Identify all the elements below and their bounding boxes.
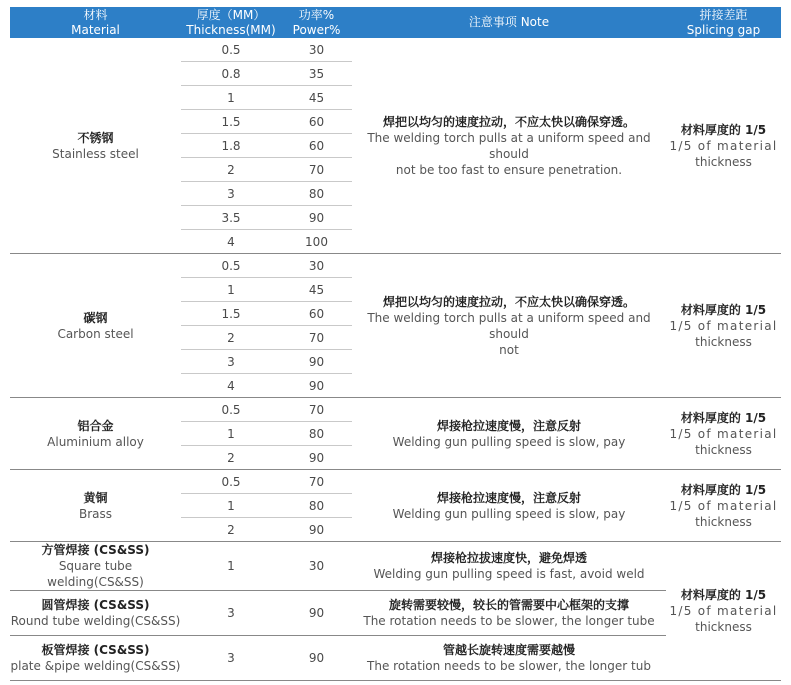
power-cell: 90 (281, 374, 352, 398)
thickness-cell: 1 (181, 542, 281, 591)
gap-carbon: 材料厚度的 1/5 1/5 of material thickness (666, 254, 781, 398)
power-cell: 90 (281, 591, 352, 636)
power-cell: 45 (281, 86, 352, 110)
note-round-tube: 旋转需要较慢，较长的管需要中心框架的支撑 The rotation needs to be slower, the longer tube (352, 591, 666, 636)
note-brass: 焊接枪拉速度慢，注意反射 Welding gun pulling speed is slow, pay (352, 470, 666, 542)
thickness-cell: 1.5 (181, 302, 281, 326)
power-cell: 30 (281, 254, 352, 278)
power-cell: 80 (281, 422, 352, 446)
thickness-cell: 3 (181, 591, 281, 636)
power-cell: 30 (281, 38, 352, 62)
power-cell: 90 (281, 446, 352, 470)
material-plate-pipe: 板管焊接 (CS&SS) plate &pipe welding(CS&SS) (10, 636, 181, 681)
material-stainless: 不锈钢 Stainless steel (10, 38, 181, 254)
welding-parameter-table-wrapper (10, 0, 781, 681)
thickness-cell: 0.5 (181, 254, 281, 278)
gap-stainless: 材料厚度的 1/5 1/5 of material thickness (666, 38, 781, 254)
note-aluminium: 焊接枪拉速度慢，注意反射 Welding gun pulling speed is slow, pay (352, 398, 666, 470)
power-cell: 70 (281, 158, 352, 182)
table-row (10, 38, 781, 62)
table-header-row (10, 7, 781, 38)
power-cell: 35 (281, 62, 352, 86)
header-note: 注意事项 Note (352, 7, 666, 38)
power-cell: 70 (281, 398, 352, 422)
table-row (10, 398, 781, 422)
header-thickness: 厚度（MM） Thickness(MM) (181, 7, 281, 38)
gap-brass: 材料厚度的 1/5 1/5 of material thickness (666, 470, 781, 542)
power-cell: 60 (281, 302, 352, 326)
thickness-cell: 1 (181, 422, 281, 446)
thickness-cell: 2 (181, 446, 281, 470)
thickness-cell: 1.8 (181, 134, 281, 158)
power-cell: 60 (281, 134, 352, 158)
thickness-cell: 0.8 (181, 62, 281, 86)
note-plate-pipe: 管越长旋转速度需要越慢 The rotation needs to be slower, the longer tub (352, 636, 666, 681)
note-stainless: 焊把以均匀的速度拉动，不应太快以确保穿透。 The welding torch pulls at a uniform speed and should not be too fast to ensure penetration. (352, 38, 666, 254)
table-row (10, 254, 781, 278)
power-cell: 90 (281, 636, 352, 681)
material-carbon: 碳钢 Carbon steel (10, 254, 181, 398)
material-square-tube: 方管焊接 (CS&SS) Square tube welding(CS&SS) (10, 542, 181, 591)
power-cell: 80 (281, 182, 352, 206)
thickness-cell: 1 (181, 494, 281, 518)
table-row (10, 470, 781, 494)
material-aluminium: 铝合金 Aluminium alloy (10, 398, 181, 470)
note-carbon: 焊把以均匀的速度拉动，不应太快以确保穿透。 The welding torch pulls at a uniform speed and should not (352, 254, 666, 398)
thickness-cell: 2 (181, 518, 281, 542)
thickness-cell: 0.5 (181, 470, 281, 494)
power-cell: 60 (281, 110, 352, 134)
thickness-cell: 1.5 (181, 110, 281, 134)
power-cell: 70 (281, 470, 352, 494)
thickness-cell: 3 (181, 636, 281, 681)
power-cell: 30 (281, 542, 352, 591)
header-power: 功率% Power% (281, 7, 352, 38)
material-brass: 黄铜 Brass (10, 470, 181, 542)
power-cell: 90 (281, 518, 352, 542)
power-cell: 90 (281, 350, 352, 374)
thickness-cell: 1 (181, 278, 281, 302)
welding-parameter-table (10, 7, 781, 681)
table-row (10, 636, 781, 681)
thickness-cell: 4 (181, 374, 281, 398)
thickness-cell: 4 (181, 230, 281, 254)
header-gap: 拼接差距 Splicing gap (666, 7, 781, 38)
thickness-cell: 0.5 (181, 398, 281, 422)
thickness-cell: 2 (181, 326, 281, 350)
power-cell: 80 (281, 494, 352, 518)
thickness-cell: 3.5 (181, 206, 281, 230)
power-cell: 45 (281, 278, 352, 302)
gap-tube-welding: 材料厚度的 1/5 1/5 of material thickness (666, 542, 781, 681)
thickness-cell: 3 (181, 350, 281, 374)
thickness-cell: 2 (181, 158, 281, 182)
power-cell: 100 (281, 230, 352, 254)
table-row (10, 591, 781, 636)
power-cell: 70 (281, 326, 352, 350)
note-square-tube: 焊接枪拉拔速度快，避免焊透 Welding gun pulling speed is fast, avoid weld (352, 542, 666, 591)
thickness-cell: 0.5 (181, 38, 281, 62)
material-round-tube: 圆管焊接 (CS&SS) Round tube welding(CS&SS) (10, 591, 181, 636)
header-material: 材料 Material (10, 7, 181, 38)
gap-aluminium: 材料厚度的 1/5 1/5 of material thickness (666, 398, 781, 470)
power-cell: 90 (281, 206, 352, 230)
thickness-cell: 3 (181, 182, 281, 206)
table-row (10, 542, 781, 591)
thickness-cell: 1 (181, 86, 281, 110)
